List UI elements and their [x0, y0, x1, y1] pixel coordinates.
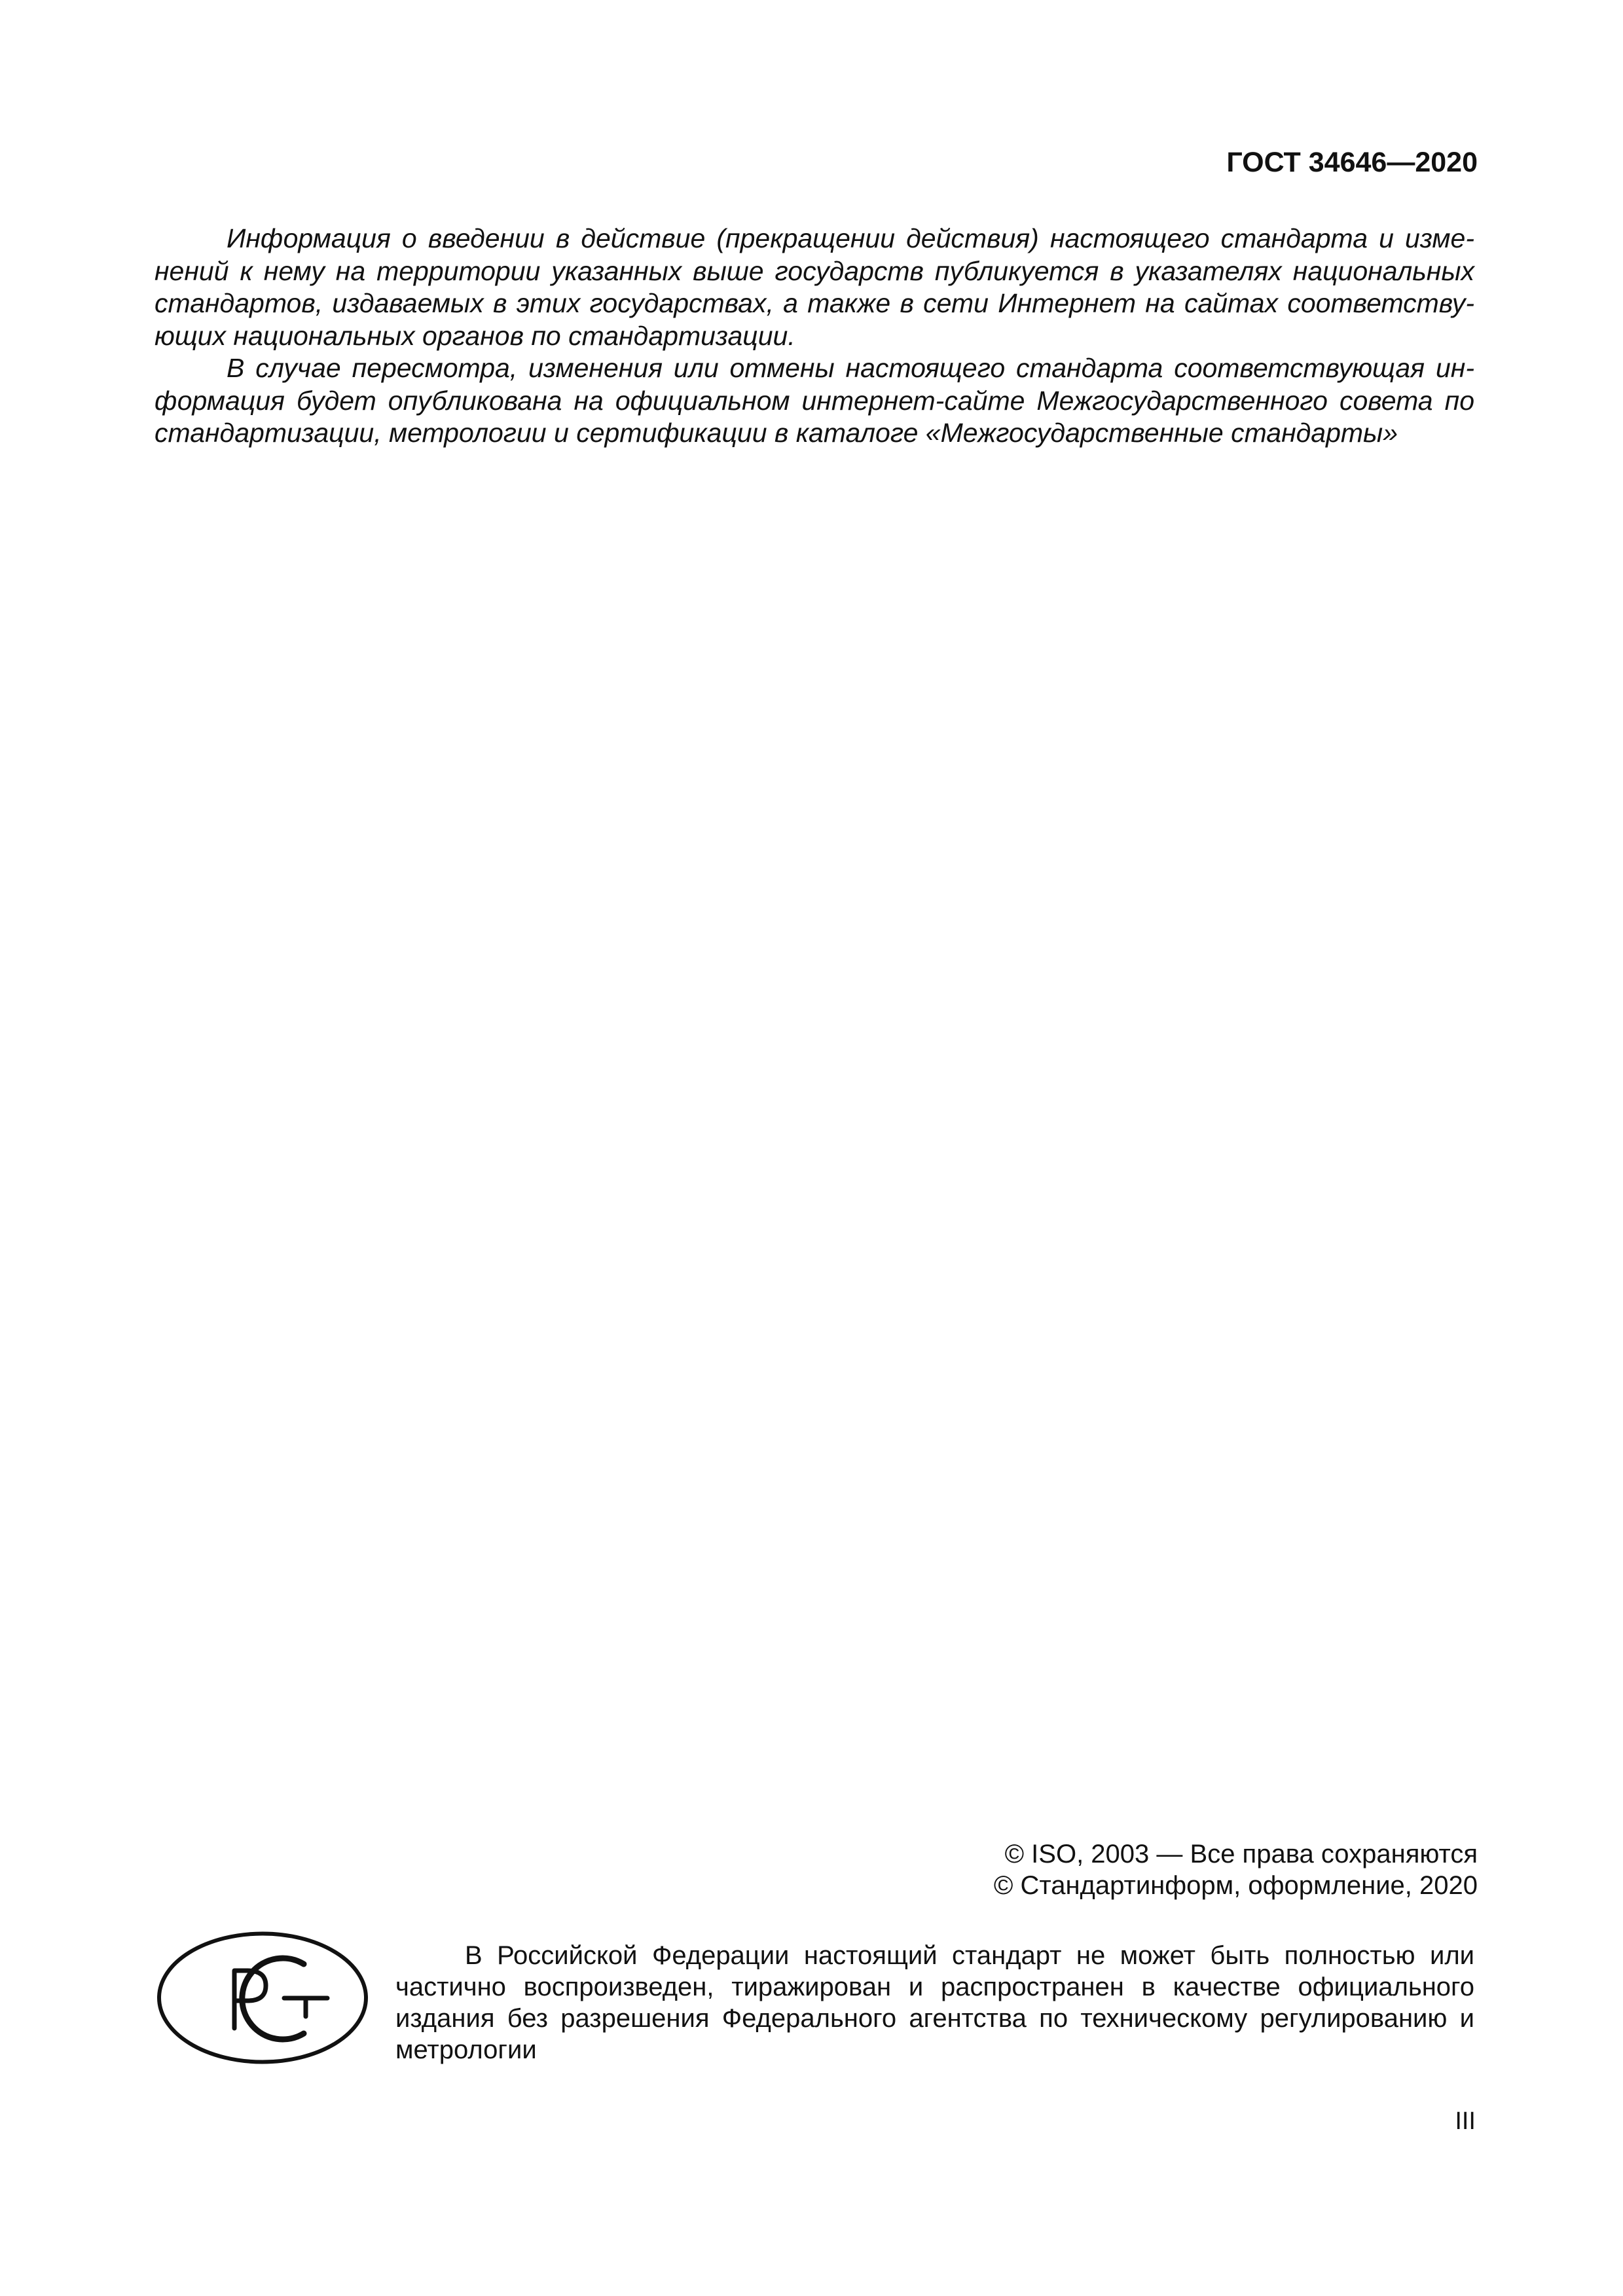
info-paragraph-revision: В случае пересмотра, изменения или отмены настоящего стандарта соответствующая информация будет опубликована на официальном интернет-сайте Межгосударственного совета по стандартизации, метрологии и сертификации в каталоге «Межгосударственные стандарты» [155, 353, 1474, 448]
copyright-iso: © ISO, 2003 — Все права сохраняются [1004, 1840, 1478, 1868]
copyright-standartinform: © Стандартинформ, оформление, 2020 [993, 1871, 1478, 1900]
page-number: III [1455, 2107, 1476, 2135]
info-block [155, 223, 1474, 450]
copyright-block [994, 1838, 1478, 1901]
document-code: ГОСТ 34646—2020 [1226, 147, 1478, 178]
rights-notice: В Российской Федерации настоящий стандарт не может быть полностью или частично воспроизведен, тиражирован и распространен в качестве официального издания без разрешения Федерального агентства по техническому регулированию и метрологии [395, 1941, 1474, 2064]
info-paragraph-intro: Информация о введении в действие (прекращении действия) настоящего стандарта и изменений к нему на территории указанных выше государств публикуется в указателях национальных стандартов, издаваемых в этих государствах, а также в сети Интернет на сайтах соответствующих национальных органов по стандартизации. [155, 223, 1474, 351]
gost-certification-logo-icon [156, 1930, 369, 2066]
